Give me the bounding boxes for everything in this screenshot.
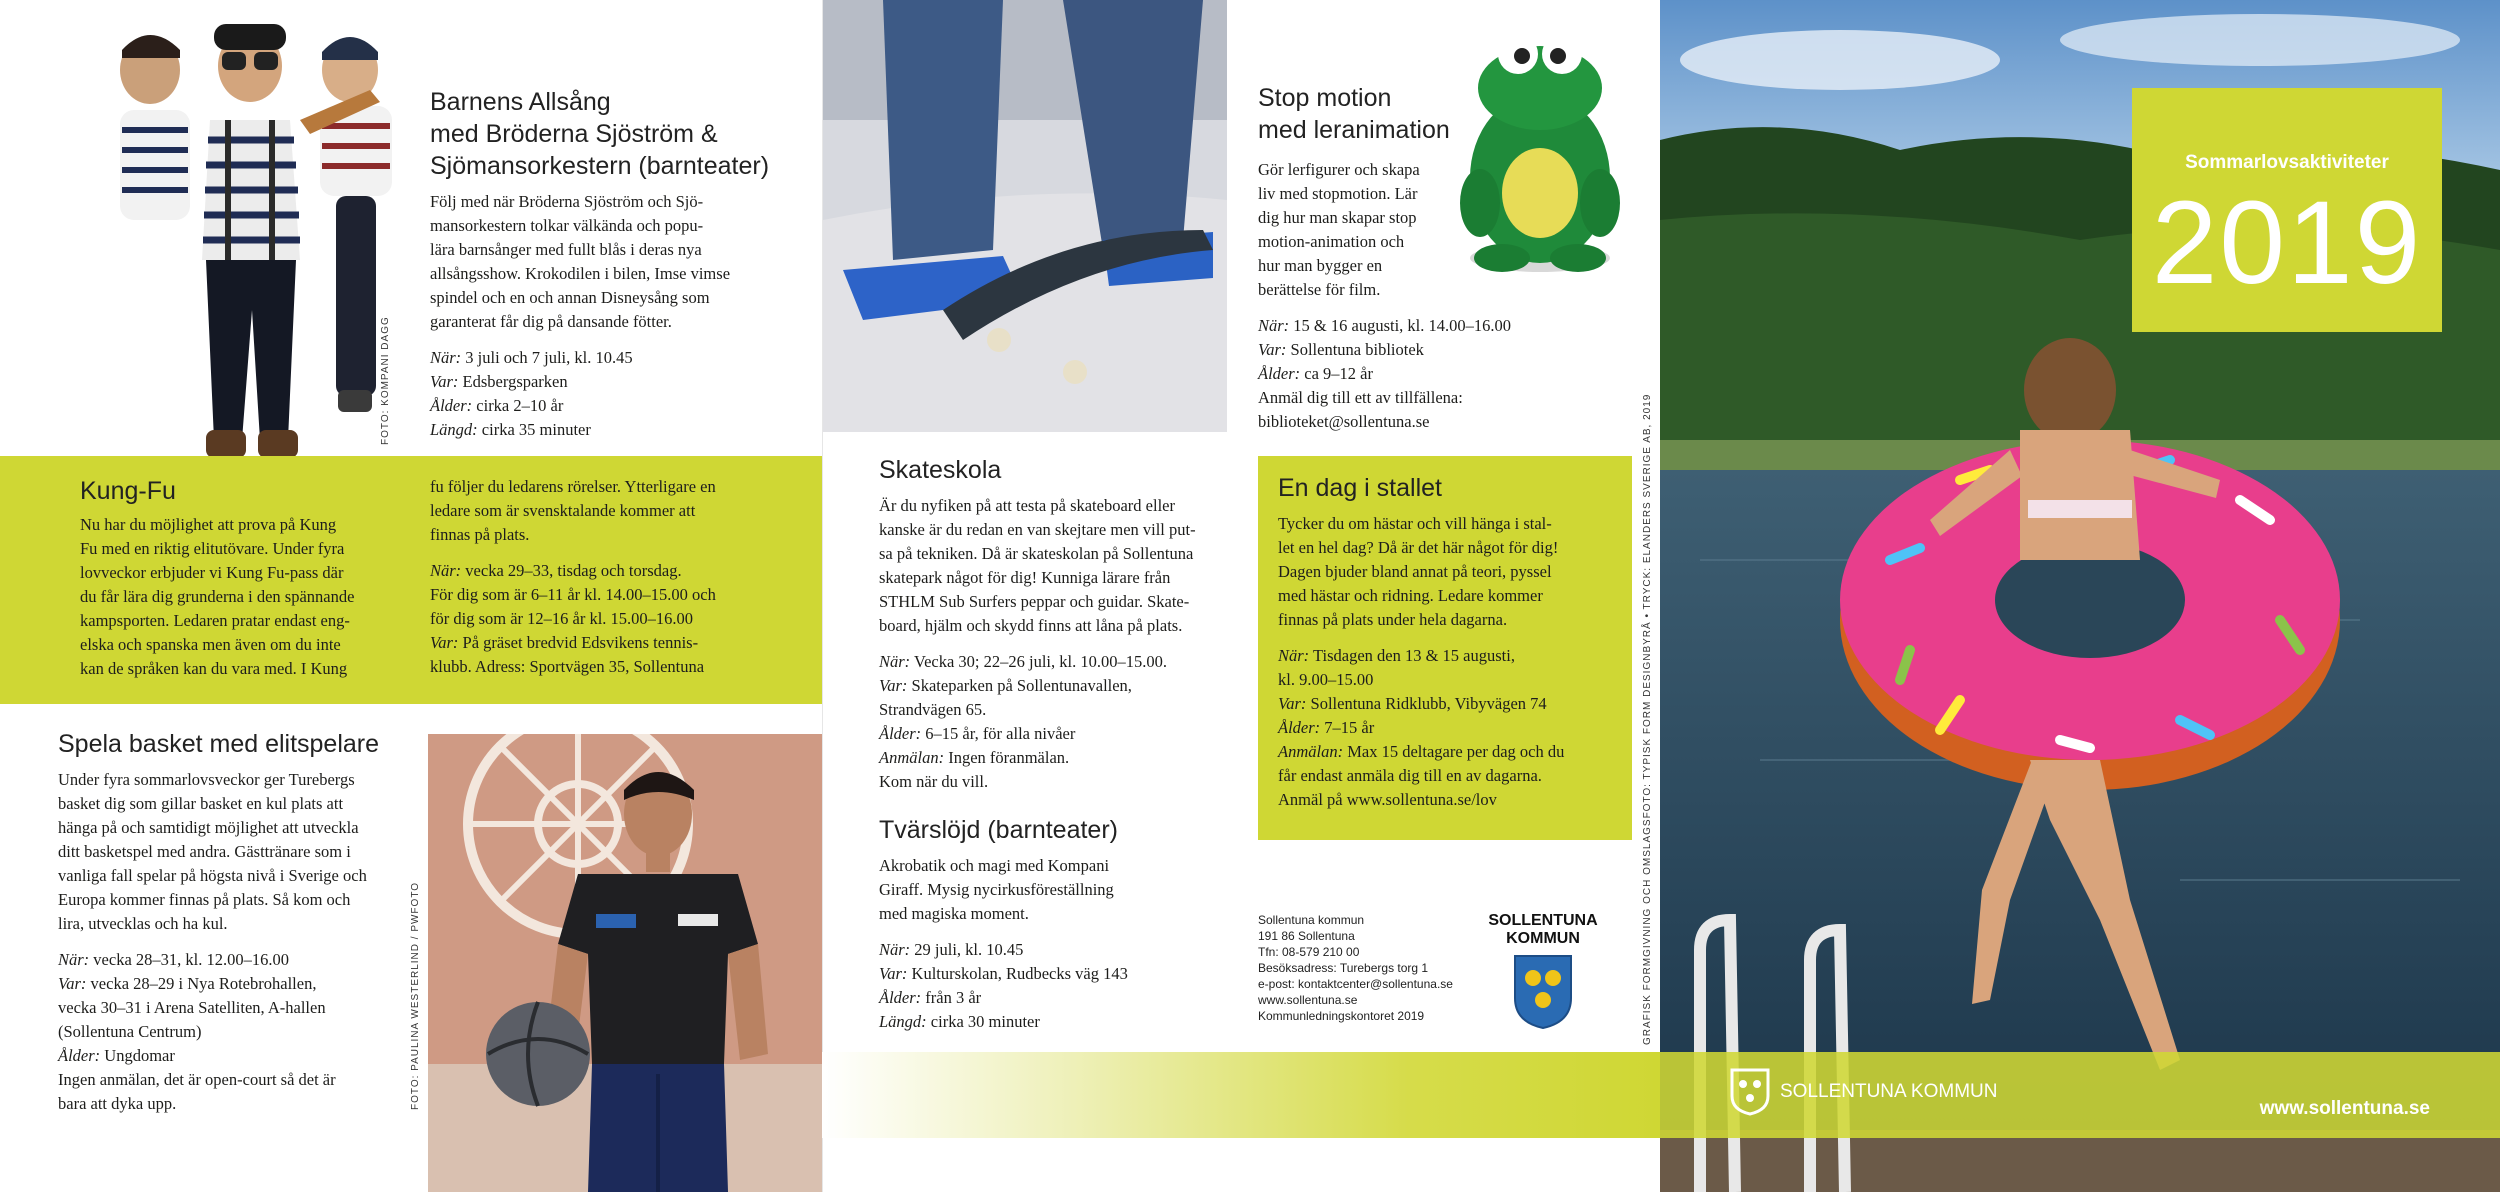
allsang-body: Följ med när Bröderna Sjöström och Sjö- mansorkestern tolkar välkända och popu- lära barnsånger med fullt blås i deras nya allsångsshow. Krokodilen i bilen, Imse vimse spindel och en och annan Disneysång som garanterat får dig på dansande fötter. bbox=[430, 192, 731, 331]
detail-row: Längd: cirka 35 minuter bbox=[430, 420, 591, 439]
detail-row: Anmälan: Ingen föranmälan. Kom när du vill. bbox=[879, 748, 1070, 791]
basketball-player-photo bbox=[428, 734, 822, 1192]
detail-row: Var: Kulturskolan, Rudbecks väg 143 bbox=[879, 964, 1128, 983]
cover-brand bbox=[1730, 1068, 1997, 1116]
stallet-body: Tycker du om hästar och vill hänga i stal- let en hel dag? Då är det här något för dig! Dagen bjuder bland annat på teori, pyssel med hästar och ridning. Ledare kommer finnas på plats under hela dagarna. bbox=[1278, 514, 1559, 629]
stopmotion-details bbox=[1258, 314, 1658, 434]
detail-row: Ålder: från 3 år bbox=[879, 988, 982, 1007]
detail-row: Ålder: 6–15 år, för alla nivåer bbox=[879, 724, 1076, 743]
detail-row: Var: Skateparken på Sollentunavallen, Strandvägen 65. bbox=[879, 676, 1132, 719]
contact-line: Tfn: 08-579 210 00 bbox=[1258, 945, 1360, 959]
kungfu-title: Kung-Fu bbox=[80, 477, 176, 505]
clay-frog-image bbox=[1440, 28, 1640, 278]
stopmotion-title: Stop motion med leranimation bbox=[1258, 84, 1450, 144]
detail-row: Anmäl dig till ett av tillfällena: biblioteket@sollentuna.se bbox=[1258, 388, 1463, 431]
detail-row: Anmälan: Max 15 deltagare per dag och du får endast anmäla dig till en av dagarna. Anmäl på www.sollentuna.se/lov bbox=[1278, 742, 1565, 809]
detail-row: När: 29 juli, kl. 10.45 bbox=[879, 940, 1024, 959]
cover-brand-name: SOLLENTUNA KOMMUN bbox=[1780, 1081, 1998, 1102]
skateskola-details bbox=[879, 650, 1219, 794]
contact-line: Sollentuna kommun bbox=[1258, 913, 1365, 927]
panel-right-inner bbox=[1226, 0, 1660, 1052]
contact-line: www.sollentuna.se bbox=[1258, 993, 1358, 1007]
cover-label: Sommarlovsaktiviteter bbox=[2185, 152, 2389, 173]
detail-row: Ålder: cirka 2–10 år bbox=[430, 396, 564, 415]
contact-block bbox=[1258, 912, 1478, 1024]
detail-row: Ålder: ca 9–12 år bbox=[1258, 364, 1373, 383]
contact-line: Besöksadress: Turebergs torg 1 bbox=[1258, 961, 1429, 975]
stallet-title: En dag i stallet bbox=[1278, 474, 1442, 502]
stallet-details bbox=[1278, 644, 1623, 812]
basket-details bbox=[58, 948, 418, 1116]
detail-row: Var: Sollentuna bibliotek bbox=[1258, 340, 1424, 359]
skateskola-title: Skateskola bbox=[879, 456, 1002, 484]
detail-row: När: vecka 28–31, kl. 12.00–16.00 bbox=[58, 950, 289, 969]
detail-row: Ålder: 7–15 år bbox=[1278, 718, 1375, 737]
basket-photo-credit: FOTO: PAULINA WESTERLIND / PWFOTO bbox=[410, 881, 421, 1110]
kungfu-col2: fu följer du ledarens rörelser. Ytterligare en ledare som är svensktalande kommer att finnas på plats. När: vecka 29–33, tisdag och torsdag. För dig som är 6–11 år kl. 14.00–15.00 och för dig som är 12–16 år kl. 15.00–16.00 Var: På gräset bredvid Edsvikens tennis- klubb. Adress: Sportvägen 35, Sollentuna bbox=[430, 475, 800, 679]
detail-row: Var: Edsbergsparken bbox=[430, 372, 568, 391]
contact-line: 191 86 Sollentuna bbox=[1258, 929, 1355, 943]
basket-footer: Ingen anmälan, det är open-court så det är bara att dyka upp. bbox=[58, 1070, 336, 1113]
municipality-logo bbox=[1478, 912, 1608, 1035]
allsang-details bbox=[430, 346, 810, 442]
performers-photo-credit: FOTO: KOMPANI DAGG bbox=[380, 316, 391, 445]
detail-row: När: 3 juli och 7 juli, kl. 10.45 bbox=[430, 348, 633, 367]
logo-text: SOLLENTUNA KOMMUN bbox=[1488, 912, 1598, 947]
performers-photo bbox=[110, 10, 410, 470]
cover-url[interactable]: www.sollentuna.se bbox=[2259, 1098, 2430, 1119]
detail-row: Ålder: Ungdomar bbox=[58, 1046, 175, 1065]
spine-credit: GRAFISK FORMGIVNING OCH OMSLAGSFOTO: TYPISK FORM DESIGNBYRÅ • TRYCK: ELANDERS SVERIGE AB, 2019 bbox=[1642, 393, 1653, 1045]
basket-body: Under fyra sommarlovsveckor ger Turebergs basket dig som gillar basket en kul plats att hänga på och samtidigt möjlighet att utveckla ditt basketspel med andra. Gästtränare som i vanliga fall spelar på högsta nivå i Sverige och Europa kommer finnas på plats. Så kom och lira, utvecklas och ha kul. bbox=[58, 770, 367, 933]
kungfu-details bbox=[430, 559, 800, 679]
skateboard-photo bbox=[823, 0, 1227, 432]
stallet-section bbox=[1278, 472, 1623, 812]
detail-row: När: Tisdagen den 13 & 15 augusti, kl. 9.00–15.00 bbox=[1278, 646, 1515, 689]
basket-section bbox=[58, 728, 418, 1116]
basket-title: Spela basket med elitspelare bbox=[58, 730, 380, 758]
stopmotion-body: Gör lerfigurer och skapa liv med stopmotion. Lär dig hur man skapar stop motion-animation och hur man bygger en berättelse för film. bbox=[1258, 160, 1420, 299]
panel-left bbox=[0, 0, 822, 1192]
bottom-accent-band bbox=[822, 1052, 1660, 1138]
panel-middle bbox=[822, 0, 1226, 1192]
coat-of-arms-outline-icon bbox=[1730, 1068, 1770, 1116]
detail-row: Var: Sollentuna Ridklubb, Vibyvägen 74 bbox=[1278, 694, 1547, 713]
detail-row: Var: vecka 28–29 i Nya Rotebrohallen, vecka 30–31 i Arena Satelliten, A-hallen (Sollentuna Centrum) bbox=[58, 974, 326, 1041]
detail-row: När: 15 & 16 augusti, kl. 14.00–16.00 bbox=[1258, 316, 1512, 335]
skateskola-body: Är du nyfiken på att testa på skateboard eller kanske är du redan en van skejtare men vill put- sa på tekniken. Då är skateskolan på Sollentuna skatepark något för dig! Kunniga lärare från STHLM Sub Surfers peppar och guidar. Skate- board, hjälm och skydd finns att låna på plats. bbox=[879, 496, 1196, 635]
allsang-title: Barnens Allsång med Bröderna Sjöström & Sjömansorkestern (barnteater) bbox=[430, 88, 770, 180]
cover-year: 2019 bbox=[2151, 177, 2423, 309]
detail-row: Var: På gräset bredvid Edsvikens tennis- klubb. Adress: Sportvägen 35, Sollentuna bbox=[430, 633, 705, 676]
kungfu-col1: Nu har du möjlighet att prova på Kung Fu med en riktig elitutövare. Under fyra lovveckor erbjuder vi Kung Fu-pass där du får lära dig grunderna i den spännande kampsporten. Ledaren pratar endast eng- elska och spanska men även om du inte kan de språken kan du vara med. I Kung bbox=[80, 515, 355, 678]
coat-of-arms-icon bbox=[1513, 954, 1573, 1030]
detail-row: Längd: cirka 30 minuter bbox=[879, 1012, 1040, 1031]
tvarslojd-section bbox=[879, 814, 1219, 1034]
contact-line: Kommunledningskontoret 2019 bbox=[1258, 1009, 1425, 1023]
detail-row: När: vecka 29–33, tisdag och torsdag. För dig som är 6–11 år kl. 14.00–15.00 och för dig som är 12–16 år kl. 15.00–16.00 bbox=[430, 561, 716, 628]
detail-row: När: Vecka 30; 22–26 juli, kl. 10.00–15.00. bbox=[879, 652, 1167, 671]
tvarslojd-details bbox=[879, 938, 1219, 1034]
tvarslojd-body: Akrobatik och magi med Kompani Giraff. Mysig nycirkusföreställning med magiska moment. bbox=[879, 856, 1114, 923]
allsang-section bbox=[430, 86, 810, 442]
skateskola-section bbox=[879, 454, 1219, 794]
contact-line: e-post: kontaktcenter@sollentuna.se bbox=[1258, 977, 1453, 991]
kungfu-section bbox=[80, 475, 800, 678]
tvarslojd-title: Tvärslöjd (barnteater) bbox=[879, 816, 1118, 844]
